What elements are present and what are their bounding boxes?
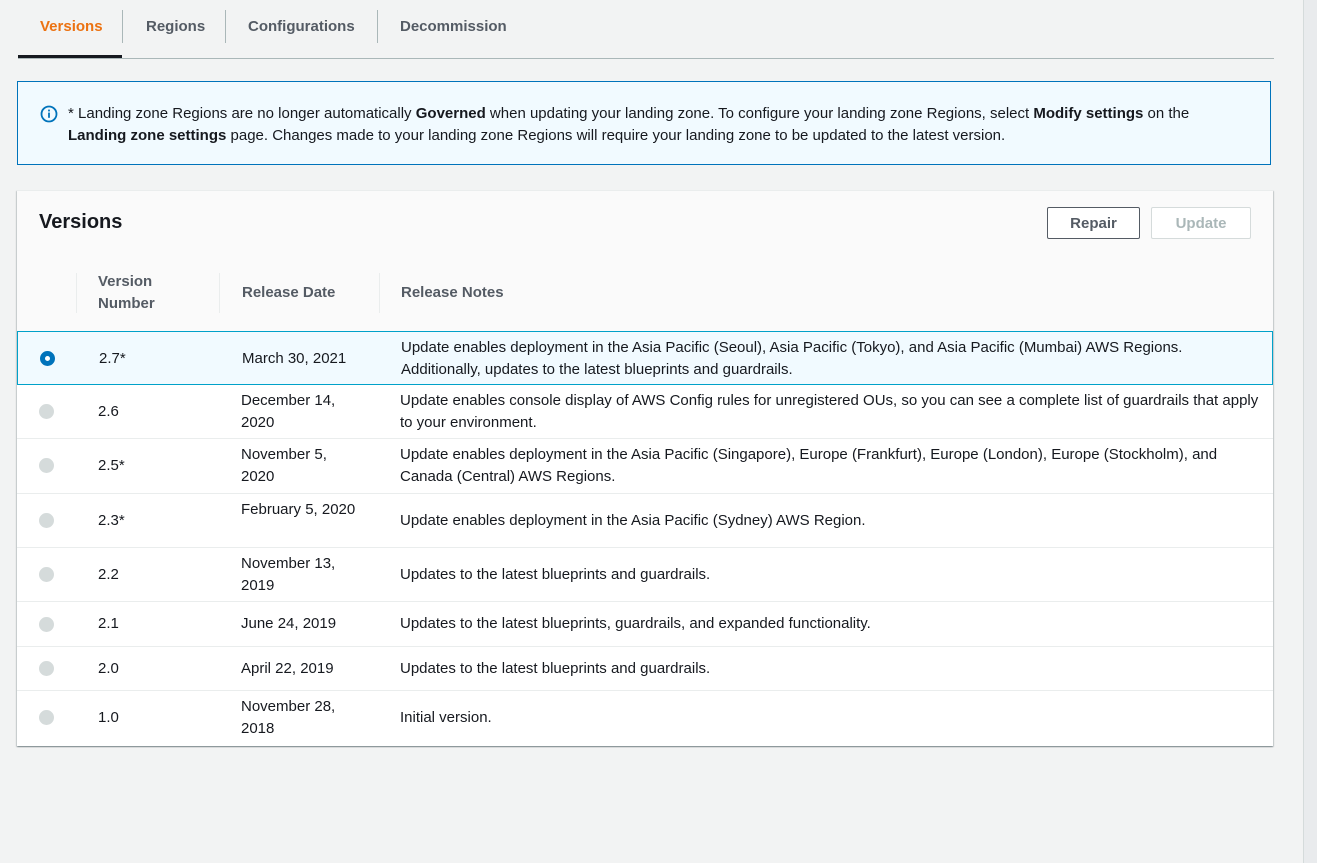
- table-header: [17, 255, 1273, 332]
- info-alert: [17, 81, 1271, 165]
- row-radio[interactable]: [39, 617, 54, 632]
- row-radio[interactable]: [39, 710, 54, 725]
- table-row[interactable]: [17, 385, 1273, 439]
- column-divider: [76, 273, 77, 313]
- release-notes: Updates to the latest blueprints and guardrails.: [400, 660, 711, 677]
- row-radio-selected[interactable]: [40, 351, 55, 366]
- right-scroll-strip: [1303, 0, 1317, 863]
- tab-regions[interactable]: Regions: [146, 18, 206, 35]
- row-radio[interactable]: [39, 458, 54, 473]
- release-date: December 14, 2020: [241, 392, 336, 431]
- row-radio[interactable]: [39, 567, 54, 582]
- release-notes: Update enables deployment in the Asia Pacific (Singapore), Europe (Frankfurt), Europe (London), Europe (Stockholm), and Canada (Central) AWS Regions.: [400, 446, 1218, 485]
- version-number: 2.3*: [98, 512, 125, 529]
- versions-panel: [17, 190, 1273, 746]
- version-number: 2.5*: [98, 457, 125, 474]
- table-row[interactable]: [17, 331, 1273, 385]
- header-version-number[interactable]: Version Number: [98, 273, 155, 312]
- header-release-notes[interactable]: Release Notes: [401, 284, 504, 301]
- panel-title: Versions: [39, 211, 123, 233]
- update-button: Update: [1151, 207, 1251, 239]
- release-date: February 5, 2020: [241, 501, 356, 518]
- table-row[interactable]: [17, 548, 1273, 602]
- version-number: 2.2: [98, 566, 119, 583]
- tab-bar: [18, 0, 1274, 59]
- release-date: November 5, 2020: [241, 446, 327, 485]
- version-number: 2.1: [98, 615, 119, 632]
- alert-bold-modify-settings: Modify settings: [1033, 105, 1144, 122]
- release-date: April 22, 2019: [241, 660, 334, 677]
- release-notes: Update enables deployment in the Asia Pacific (Sydney) AWS Region.: [400, 512, 866, 529]
- row-radio[interactable]: [39, 661, 54, 676]
- column-divider: [379, 273, 380, 313]
- alert-bold-landing-zone-settings: Landing zone settings: [68, 127, 227, 144]
- table-row[interactable]: [17, 602, 1273, 647]
- table-row[interactable]: [17, 439, 1273, 494]
- active-tab-indicator: [18, 55, 122, 58]
- table-row[interactable]: [17, 647, 1273, 691]
- row-radio[interactable]: [39, 404, 54, 419]
- tab-decommission[interactable]: Decommission: [400, 18, 507, 35]
- tab-divider: [225, 10, 226, 43]
- tab-divider: [122, 10, 123, 43]
- tab-divider: [377, 10, 378, 43]
- header-release-date[interactable]: Release Date: [242, 284, 336, 301]
- version-number: 2.0: [98, 660, 119, 677]
- info-icon: [40, 105, 58, 123]
- repair-button[interactable]: Repair: [1047, 207, 1140, 239]
- release-notes: Initial version.: [400, 709, 492, 726]
- alert-message: * Landing zone Regions are no longer automatically Governed when updating your landing zone. To configure your landing zone Regions, select Modify settings on the Landing zone settings page. Changes made to your landing zone Regions will require your landing zone to be updated to the latest version.: [68, 105, 1190, 144]
- column-divider: [219, 273, 220, 313]
- release-notes: Update enables console display of AWS Config rules for unregistered OUs, so you can see a complete list of guardrails that apply to your environment.: [400, 392, 1259, 431]
- tab-versions[interactable]: Versions: [40, 18, 103, 35]
- release-date: March 30, 2021: [242, 350, 347, 367]
- release-notes: Updates to the latest blueprints and guardrails.: [400, 566, 711, 583]
- release-date: June 24, 2019: [241, 615, 337, 632]
- table-row[interactable]: [17, 691, 1273, 746]
- row-radio[interactable]: [39, 513, 54, 528]
- panel-header: [17, 191, 1273, 255]
- release-notes: Update enables deployment in the Asia Pacific (Seoul), Asia Pacific (Tokyo), and Asia Pacific (Mumbai) AWS Regions. Additionally, updates to the latest blueprints and guardrails.: [401, 339, 1183, 378]
- tab-configurations[interactable]: Configurations: [248, 18, 355, 35]
- release-date: November 28, 2018: [241, 698, 336, 737]
- alert-bold-governed: Governed: [415, 105, 486, 122]
- version-number: 1.0: [98, 709, 119, 726]
- release-date: November 13, 2019: [241, 555, 336, 594]
- table-row[interactable]: [17, 494, 1273, 548]
- version-number: 2.7*: [99, 350, 126, 367]
- release-notes: Updates to the latest blueprints, guardrails, and expanded functionality.: [400, 615, 871, 632]
- version-number: 2.6: [98, 403, 119, 420]
